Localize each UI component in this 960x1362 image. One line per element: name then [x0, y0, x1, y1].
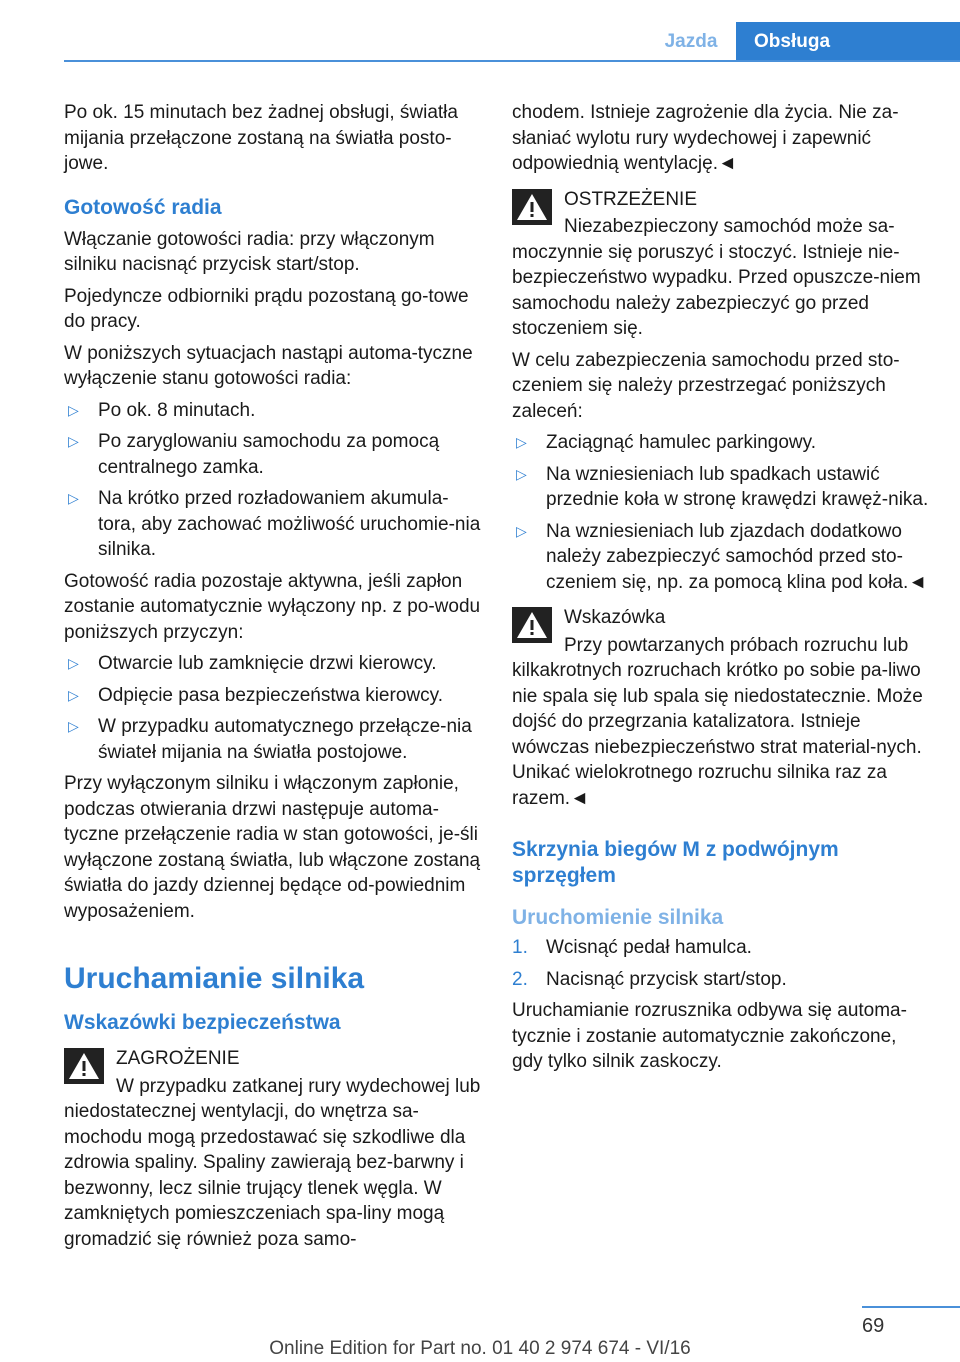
warning-text: Przy powtarzanych próbach rozruchu lub kilkakrotnych rozruchach krótko po sobie pa-liwo nie spala się lub spala się niedostatecznie. Może dojść do przegrzania katalizatora. Istnieje wówczas niebezpieczeństwo strat material-nych. Unikać wielokrotnego rozruchu silnika raz za razem.◄ [512, 634, 923, 809]
warning-triangle-icon [64, 1048, 104, 1084]
paragraph: Gotowość radia pozostaje aktywna, jeśli zapłon zostanie automatycznie wyłączony np. z po-wodu poniższych przyczyn: [64, 570, 481, 643]
footer-edition: Online Edition for Part no. 01 40 2 974 674 - VI/16 [269, 1338, 691, 1359]
list-item: ▷ Po ok. 8 minutach. [64, 398, 482, 424]
header-tab-jazda[interactable]: Jazda [664, 31, 718, 52]
bullet-list [64, 651, 482, 765]
warning-title: Wskazówka [564, 607, 666, 628]
header-tab-obsluga[interactable]: Obsługa [736, 22, 960, 62]
page-header [0, 0, 960, 62]
subsection-heading-startup: Uruchomienie silnika [512, 906, 724, 929]
list-item: ▷ W przypadku automatycznego przełącze-nia świateł mijania na światła postojowe. [68, 716, 472, 763]
warning-title: ZAGROŻENIE [116, 1048, 240, 1069]
footer-divider [862, 1306, 960, 1308]
section-heading-safety: Wskazówki bezpieczeństwa [64, 1011, 341, 1034]
warning-text: W przypadku zatkanej rury wydechowej lub niedostatecznej wentylacji, do wnętrza sa-mochodu mogą przedostawać się szkodliwe dla zdrowia spaliny. Spaliny zawierają bez-barwny i bezwonny, lecz silnie trujący tlenek węgla. W zamkniętych pomieszczeniach spa-liny mogą gromadzić się również poza samo- [64, 1075, 481, 1250]
chapter-heading-engine-start: Uruchamianie silnika [64, 962, 365, 995]
warning-triangle-icon [512, 189, 552, 225]
warning-text: Niezabezpieczony samochód może sa-moczynnie się poruszyć i stoczyć. Istnieje nie-bezpieczeństwo wypadku. Przed opuszcze-niem samochodu należy zabezpieczyć go przed stoczeniem się. [512, 216, 921, 339]
list-item: ▷ Odpięcie pasa bezpieczeństwa kierowcy. [64, 683, 482, 709]
list-item: ▷ Po zaryglowaniu samochodu za pomocą centralnego zamka. [68, 431, 440, 478]
warning-title: OSTRZEŻENIE [564, 188, 698, 210]
bullet-list [64, 398, 482, 563]
header-divider [64, 60, 960, 62]
paragraph: Przy wyłączonym silniku i włączonym zapłonie, podczas otwierania drzwi następuje automa-tyczne przełączenie radia w stan gotowości, je-śli wyłączone zostaną światła, lub włączone zostaną światła do jazdy dziennej będące od-powiednim wyposażeniem. [64, 773, 481, 922]
paragraph: Pojedyncze odbiorniki prądu pozostaną go-towe do pracy. [64, 285, 469, 332]
right-column [512, 100, 930, 1081]
numbered-list [512, 935, 930, 992]
page-number: 69 [862, 1315, 885, 1337]
left-column [64, 100, 482, 1258]
triangle-right-icon: ▷ [68, 718, 79, 734]
warning-triangle-icon [512, 607, 552, 643]
paragraph: Włączanie gotowości radia: przy włączonym silniku nacisnąć przycisk start/stop. [64, 228, 435, 275]
list-item: ▷ Na wzniesieniach lub spadkach ustawić przednie koła w stronę krawędzi krawęż-nika. [516, 463, 929, 510]
paragraph: Po ok. 15 minutach bez żadnej obsługi, światła mijania przełączone zostaną na światła posto-jowe. [64, 102, 458, 174]
paragraph: W celu zabezpieczenia samochodu przed sto-czeniem się należy przestrzegać poniższych zaleceń: [512, 349, 900, 422]
triangle-right-icon: ▷ [516, 434, 527, 450]
triangle-right-icon: ▷ [68, 490, 79, 506]
paragraph: chodem. Istnieje zagrożenie dla życia. Nie za-słaniać wylotu rury wydechowej i zapewnić odpowiednią wentylację.◄ [512, 102, 899, 174]
bullet-list [512, 430, 930, 595]
triangle-right-icon: ▷ [68, 686, 79, 703]
triangle-right-icon: ▷ [68, 401, 79, 418]
triangle-right-icon: ▷ [516, 465, 527, 482]
list-item: ▷ Zaciągnąć hamulec parkingowy. [512, 430, 930, 456]
list-item: ▷ Otwarcie lub zamknięcie drzwi kierowcy. [64, 651, 482, 677]
section-heading-radio: Gotowość radia [64, 195, 222, 219]
warning-box-danger [64, 1046, 482, 1252]
triangle-right-icon: ▷ [68, 433, 79, 449]
paragraph: Uruchamianie rozrusznika odbywa się automa-tycznie i zostanie automatycznie zakończone, gdy tylko silnik zaskoczy. [512, 1000, 907, 1072]
triangle-right-icon: ▷ [68, 655, 79, 671]
warning-box-caution [512, 187, 930, 342]
list-item: ▷ Na krótko przed rozładowaniem akumula-tora, aby zachować możliwość uruchomie-nia silnika. [68, 488, 481, 560]
section-heading-gearbox: Skrzynia biegów M z podwójnym sprzęgłem [512, 838, 839, 887]
list-item: 1. Wcisnąć pedał hamulca. [512, 937, 752, 958]
paragraph: W poniższych sytuacjach nastąpi automa-tyczne wyłączenie stanu gotowości radia: [64, 342, 473, 389]
triangle-right-icon: ▷ [516, 522, 527, 539]
list-item: 2. Nacisnąć przycisk start/stop. [512, 968, 787, 990]
warning-box-note [512, 605, 930, 811]
list-item: ▷ Na wzniesieniach lub zjazdach dodatkowo należy zabezpieczyć samochód przed sto-czeniem się, np. za pomocą klina pod koła.◄ [516, 520, 928, 593]
